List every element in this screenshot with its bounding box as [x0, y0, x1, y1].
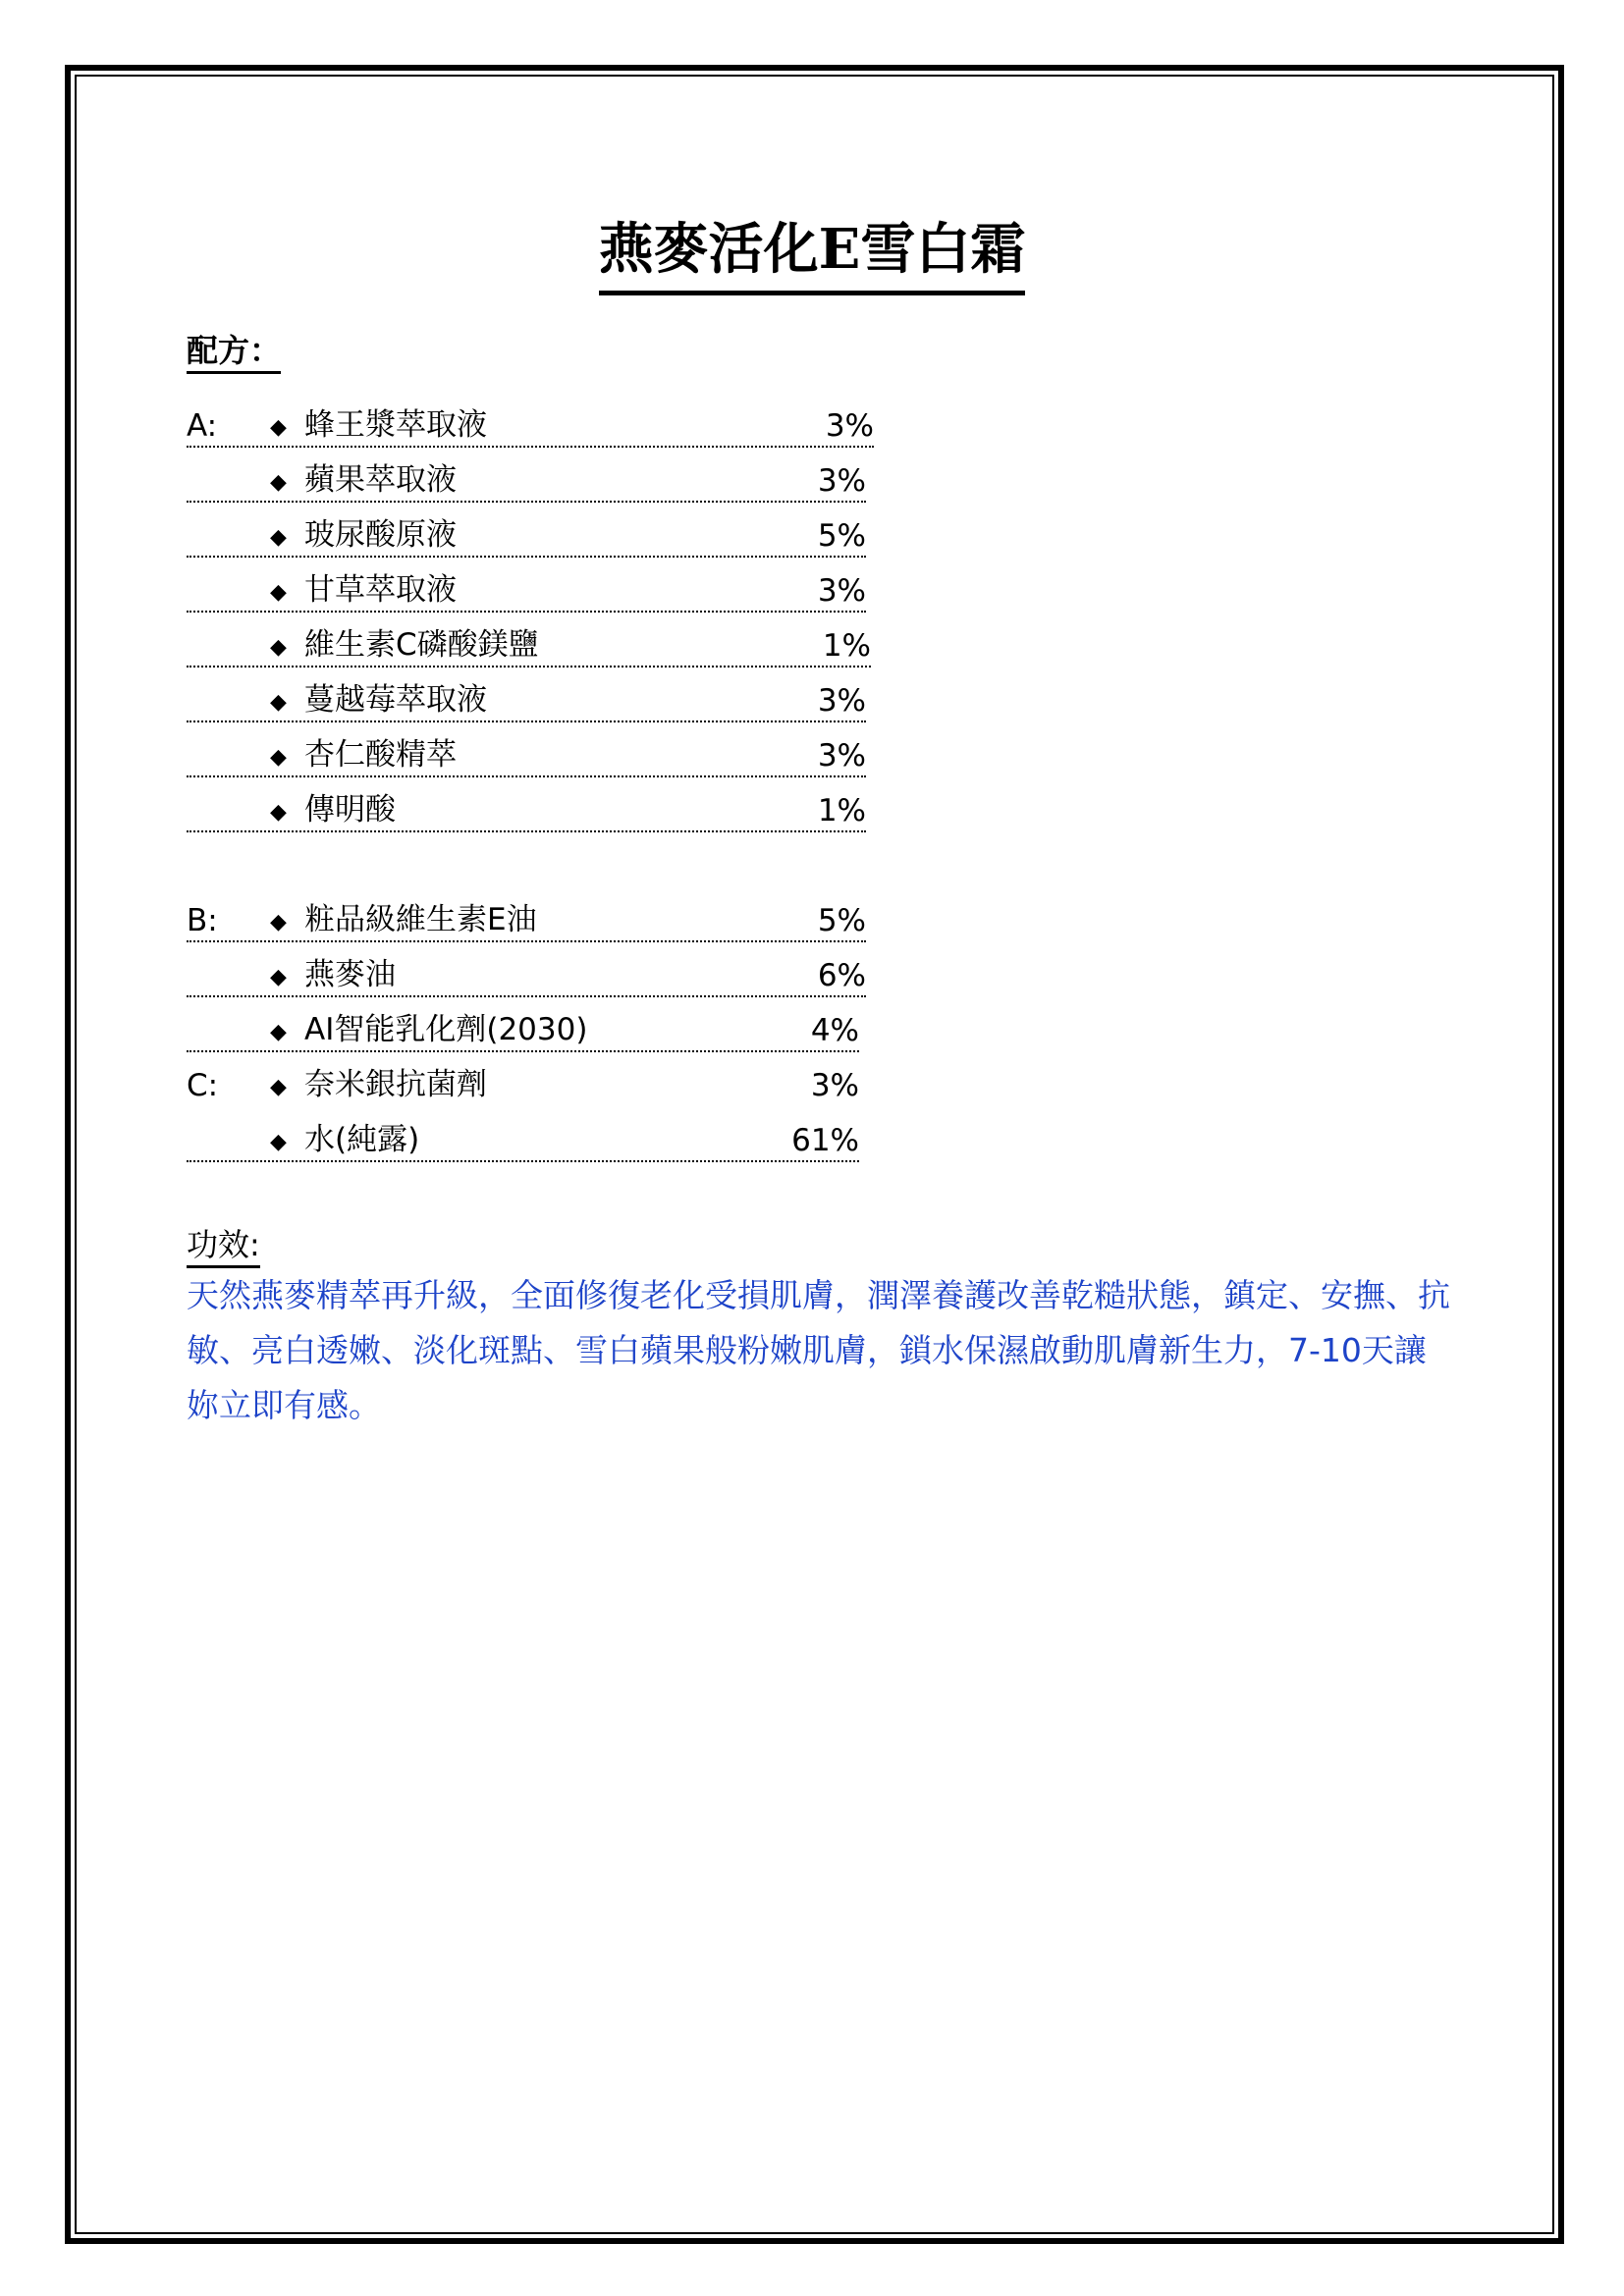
effect-description: 天然燕麥精萃再升級，全面修復老化受損肌膚，潤澤養護改善乾糙狀態，鎮定、安撫、抗敏、亮白透嫩、淡化斑點、雪白蘋果般粉嫩肌膚，鎖水保濕啟動肌膚新生力，7-10天讓妳立即有感。 — [187, 1276, 1450, 1424]
diamond-bullet-icon: ◆ — [270, 470, 287, 495]
ingredient-name: 杏仁酸精萃 — [304, 737, 457, 773]
ingredient-group: C: — [187, 1068, 219, 1103]
ingredient-percent: 3% — [817, 463, 866, 499]
diamond-bullet-icon: ◆ — [270, 635, 287, 660]
ingredient-name: 蘋果萃取液 — [304, 462, 457, 498]
ingredient-percent: 3% — [817, 683, 866, 719]
ingredient-percent: 1% — [822, 628, 871, 664]
ingredient-row — [187, 1005, 859, 1052]
formula-label-text: 配方： — [187, 332, 281, 374]
ingredient-row — [187, 895, 866, 942]
page-title — [0, 206, 1624, 295]
ingredient-row — [187, 455, 866, 503]
ingredient-name: 玻尿酸原液 — [304, 517, 457, 553]
ingredient-name: 奈米銀抗菌劑 — [304, 1067, 487, 1102]
ingredient-row — [187, 400, 874, 448]
diamond-bullet-icon: ◆ — [270, 745, 287, 770]
ingredient-percent: 6% — [817, 958, 866, 993]
ingredient-name: AI智能乳化劑(2030) — [304, 1012, 588, 1047]
ingredient-percent: 3% — [810, 1068, 859, 1103]
ingredient-name: 水(純露) — [304, 1122, 420, 1157]
ingredient-percent: 4% — [810, 1013, 859, 1048]
ingredient-name: 粧品級維生素E油 — [304, 902, 537, 937]
diamond-bullet-icon: ◆ — [270, 800, 287, 825]
ingredient-name: 蔓越莓萃取液 — [304, 682, 487, 718]
ingredient-row — [187, 1115, 859, 1162]
ingredient-row — [187, 620, 871, 667]
diamond-bullet-icon: ◆ — [270, 690, 287, 715]
diamond-bullet-icon: ◆ — [270, 1130, 287, 1154]
ingredient-name: 甘草萃取液 — [304, 572, 457, 608]
ingredient-name: 維生素C磷酸鎂鹽 — [304, 627, 539, 663]
ingredient-row — [187, 950, 866, 997]
ingredient-row — [187, 730, 866, 777]
ingredient-name: 傳明酸 — [304, 792, 396, 828]
ingredient-percent: 3% — [817, 738, 866, 774]
effect-label-text: 功效: — [187, 1226, 260, 1268]
ingredient-row — [187, 785, 866, 832]
ingredient-percent: 3% — [817, 573, 866, 609]
diamond-bullet-icon: ◆ — [270, 525, 287, 550]
diamond-bullet-icon: ◆ — [270, 910, 287, 934]
ingredient-name: 燕麥油 — [304, 957, 396, 992]
ingredient-percent: 5% — [817, 903, 866, 938]
ingredient-percent: 61% — [791, 1123, 859, 1158]
formula-label — [187, 326, 281, 371]
ingredient-percent: 3% — [825, 408, 874, 444]
ingredient-row — [187, 510, 866, 558]
ingredient-percent: 1% — [817, 793, 866, 828]
diamond-bullet-icon: ◆ — [270, 1075, 287, 1099]
diamond-bullet-icon: ◆ — [270, 580, 287, 605]
diamond-bullet-icon: ◆ — [270, 415, 287, 440]
ingredient-row — [187, 675, 866, 722]
effect-label — [187, 1220, 260, 1265]
ingredient-row — [187, 565, 866, 613]
ingredient-name: 蜂王漿萃取液 — [304, 407, 487, 443]
page-title-text: 燕麥活化E雪白霜 — [599, 206, 1026, 295]
ingredient-row — [187, 1060, 859, 1105]
ingredient-group: B: — [187, 903, 218, 938]
diamond-bullet-icon: ◆ — [270, 965, 287, 989]
diamond-bullet-icon: ◆ — [270, 1020, 287, 1044]
ingredient-percent: 5% — [817, 518, 866, 554]
ingredient-group: A: — [187, 408, 218, 444]
